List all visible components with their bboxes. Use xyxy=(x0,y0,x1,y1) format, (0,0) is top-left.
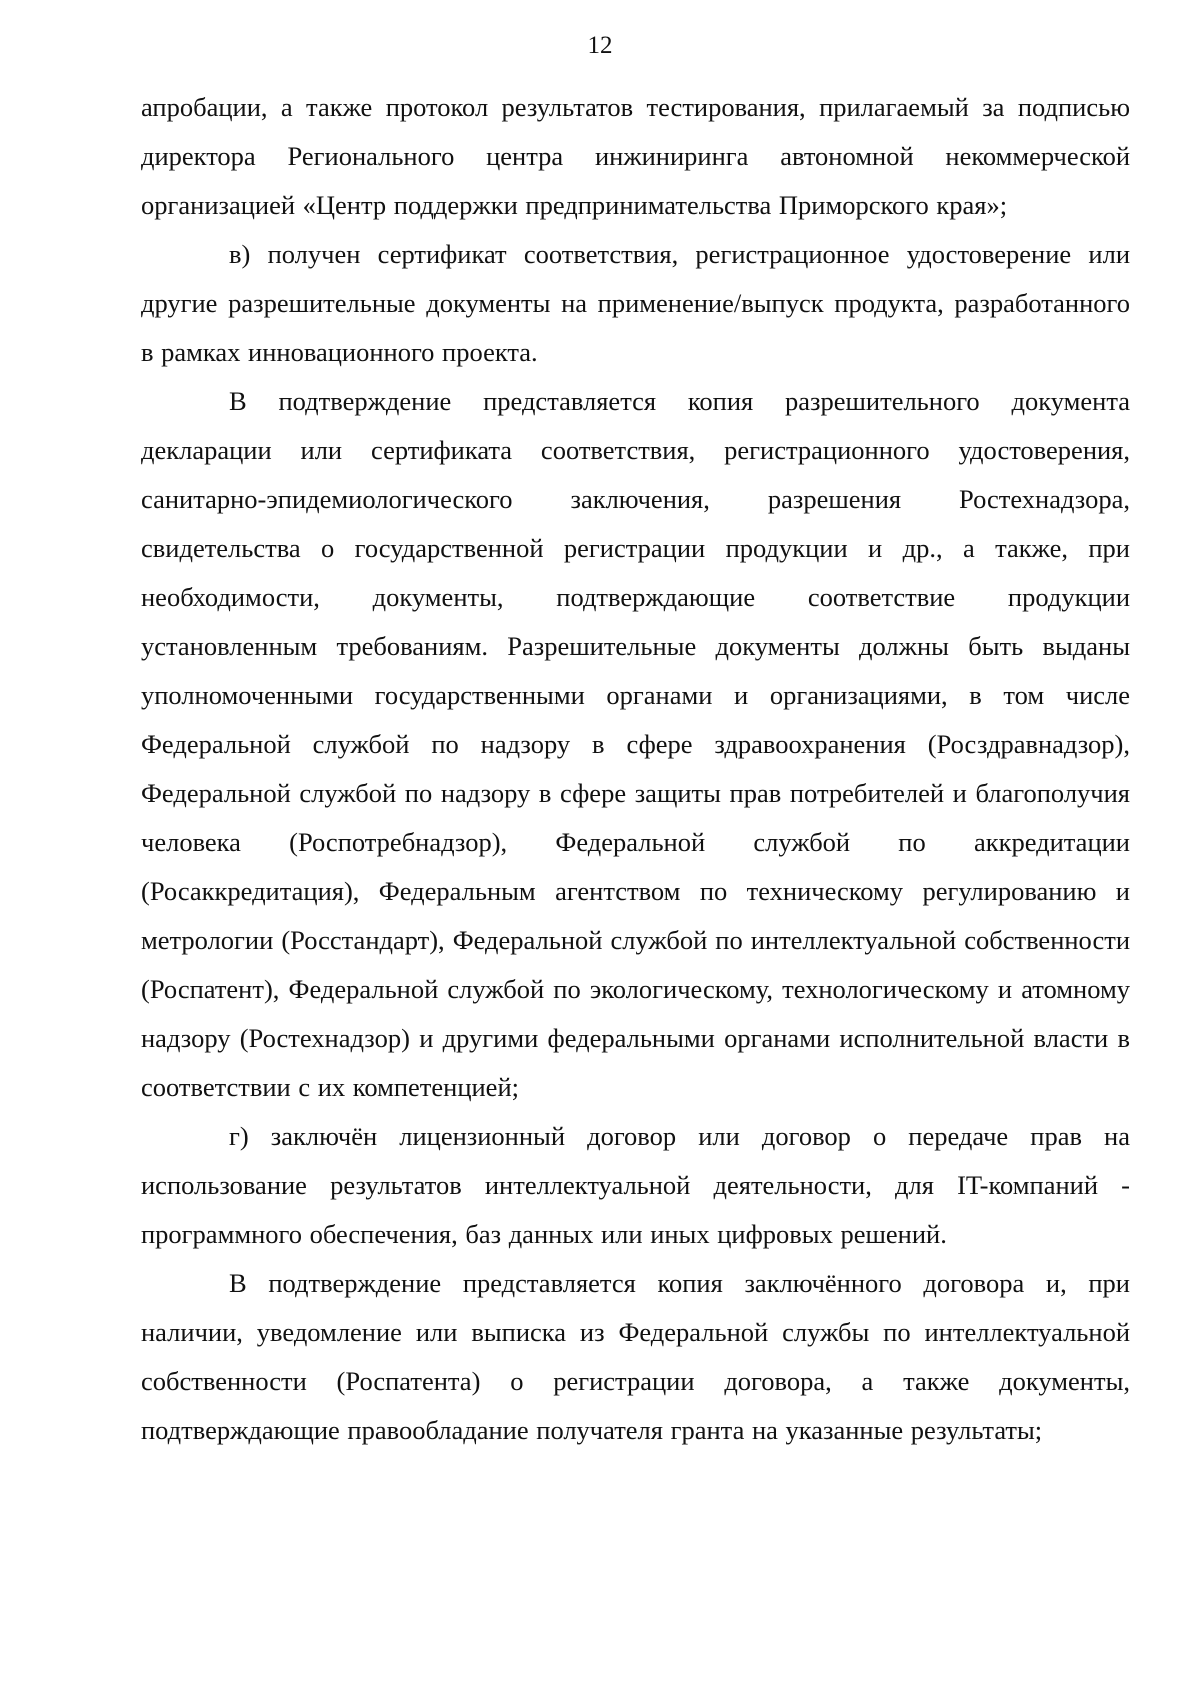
paragraph-confirmation-permits: В подтверждение представляется копия разрешительного документа декларации или сертификата соответствия, регистрационного удостоверения, санитарно-эпидемиологического заключения, разрешения Ростехнадзора, свидетельства о государственной регистрации продукции и др., а также, при необходимости, документы, подтверждающие соответствие продукции установленным требованиям. Разрешительные документы должны быть выданы уполномоченными государственными органами и организациями, в том числе Федеральной службой по надзору в сфере здравоохранения (Росздравнадзор), Федеральной службой по надзору в сфере защиты прав потребителей и благополучия человека (Роспотребнадзор), Федеральной службой по аккредитации (Росаккредитация), Федеральным агентством по техническому регулированию и метрологии (Росстандарт), Федеральной службой по интеллектуальной собственности (Роспатент), Федеральной службой по экологическому, технологическому и атомному надзору (Ростехнадзор) и другими федеральными органами исполнительной власти в соответствии с их компетенцией; xyxy=(141,386,1130,1102)
document-body xyxy=(141,83,1130,1455)
page-number: 12 xyxy=(587,32,613,59)
paragraph-continuation-approbation: апробации, а также протокол результатов тестирования, прилагаемый за подписью директора Регионального центра инжиниринга автономной некоммерческой организацией «Центр поддержки предпринимательства Приморского края»; xyxy=(141,92,1130,220)
paragraph-confirmation-agreement: В подтверждение представляется копия заключённого договора и, при наличии, уведомление или выписка из Федеральной службы по интеллектуальной собственности (Роспатента) о регистрации договора, а также документы, подтверждающие правообладание получателя гранта на указанные результаты; xyxy=(141,1268,1130,1445)
paragraph-item-g-license-agreement: г) заключён лицензионный договор или договор о передаче прав на использование результатов интеллектуальной деятельности, для IT-компаний - программного обеспечения, баз данных или иных цифровых решений. xyxy=(141,1121,1130,1249)
paragraph-item-v-certificate: в) получен сертификат соответствия, регистрационное удостоверение или другие разрешительные документы на применение/выпуск продукта, разработанного в рамках инновационного проекта. xyxy=(141,239,1130,367)
